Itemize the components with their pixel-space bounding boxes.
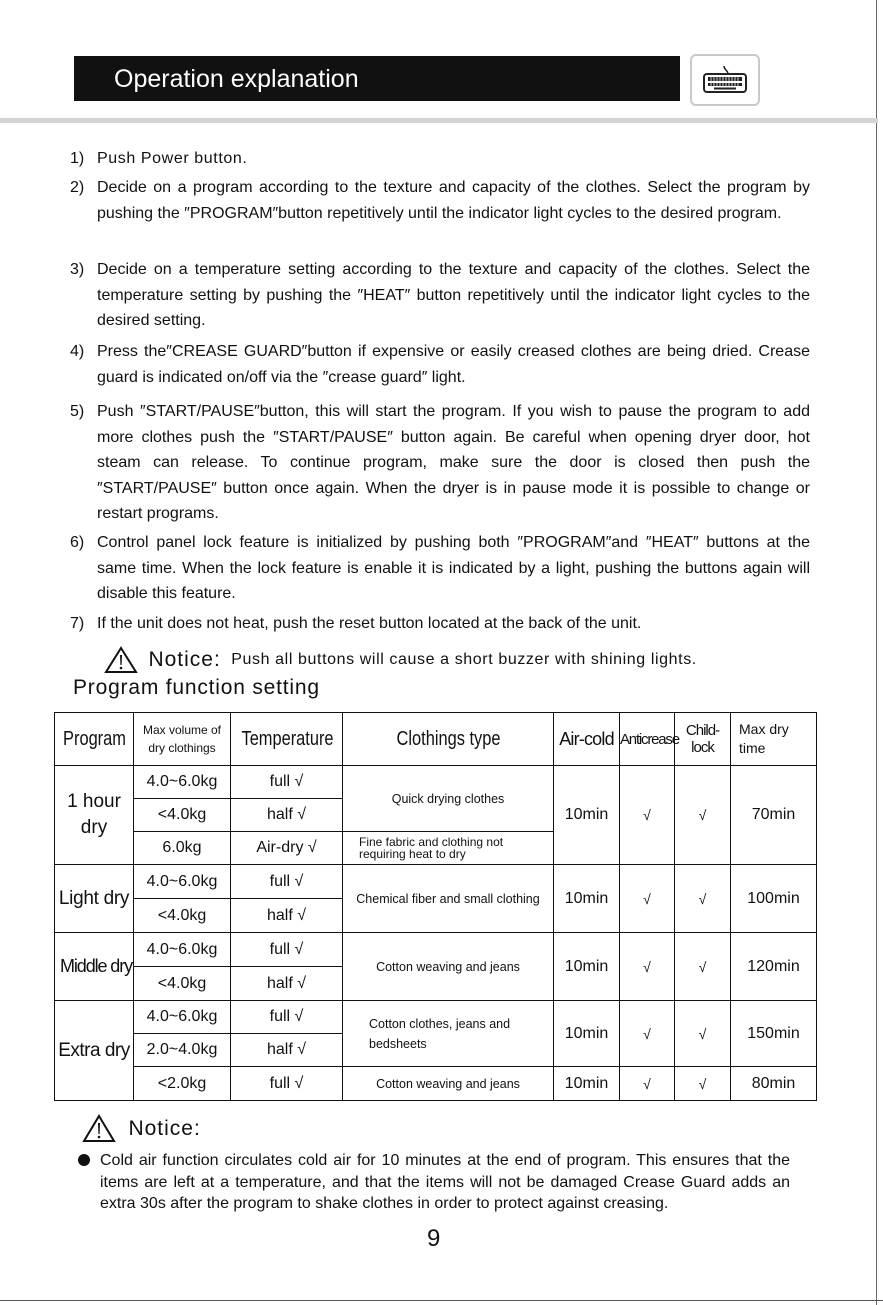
keyboard-icon [702,64,748,94]
header-temperature: Temperature [241,713,333,766]
max-dry-time-cell: 150min [731,1001,817,1067]
child-lock-check: √ [675,865,731,933]
table-header-row [55,713,817,766]
table-row [55,766,817,799]
step-text: Push Power button. [97,150,248,167]
child-lock-check: √ [675,766,731,865]
step-1 [70,146,810,172]
anticrease-check: √ [620,1067,675,1101]
header-max-volume: Max volume of dry clothings [134,713,231,766]
step-text: Push ″START/PAUSE″button, this will start the program. If you wish to pause the program to add more clothes push the ″START/PAUSE″ button again. Be careful when opening dryer door, hot steam can release. To continue program, make sure the door is closed then push the ″START/PAUSE″ button once again. When the dryer is in pause mode it is possible to change or restart programs. [97,403,810,522]
notice-text: Cold air function circulates cold air for 10 minutes at the end of program. This ensures that the items are left at a temperature, and that the items will not be damaged Crease Guard adds an extra 30s after the program to shake clothes in order to protect against creasing. [100,1152,790,1212]
child-lock-check: √ [675,1067,731,1101]
step-6 [70,530,810,607]
weight-cell: 4.0~6.0kg [134,865,231,899]
temp-cell: full √ [231,933,343,967]
weight-cell: 4.0~6.0kg [134,933,231,967]
table-row [55,933,817,967]
notice-label: Notice: [128,1117,201,1140]
clothing-cell: Cotton clothes, jeans and bedsheets [343,1001,554,1067]
keyboard-icon-frame [690,54,760,106]
header-program: Program [62,713,127,766]
weight-cell: <4.0kg [134,967,231,1001]
air-cold-cell: 10min [554,1067,620,1101]
step-5 [70,399,810,527]
child-lock-check: √ [675,933,731,1001]
temp-cell: full √ [231,1001,343,1034]
notice-buttons [104,646,697,676]
step-4 [70,339,810,390]
header-child-lock: Child-lock [675,713,731,766]
page-bottom-line [0,1300,883,1301]
max-dry-time-cell: 70min [731,766,817,865]
step-text: Decide on a program according to the texture and capacity of the clothes. Select the program by pushing the ″PROGRAM″button repetitively until the indicator light cycles to the desired program. [97,179,810,222]
bullet-icon [78,1154,90,1166]
max-dry-time-cell: 100min [731,865,817,933]
air-cold-cell: 10min [554,1001,620,1067]
section-header [74,56,680,101]
max-dry-time-cell: 80min [731,1067,817,1101]
step-3 [70,257,810,334]
weight-cell: 6.0kg [134,832,231,865]
page-title: Operation explanation [114,65,359,93]
anticrease-check: √ [620,766,675,865]
step-text: Decide on a temperature setting according to the texture and capacity of the clothes. Select the temperature setting by pushing the ″HEAT″ button repetitively until the indicator light cycles to the desired setting. [97,261,810,329]
temp-cell: full √ [231,766,343,799]
temp-cell: half √ [231,799,343,832]
weight-cell: 2.0~4.0kg [134,1034,231,1067]
air-cold-cell: 10min [554,933,620,1001]
program-table [54,712,817,1101]
weight-cell: <4.0kg [134,799,231,832]
air-cold-cell: 10min [554,766,620,865]
weight-cell: 4.0~6.0kg [134,766,231,799]
step-number: 1) [70,150,85,167]
step-number: 5) [70,403,85,420]
step-number: 2) [70,179,85,196]
table-row [55,865,817,899]
table-row [55,1001,817,1034]
anticrease-check: √ [620,1001,675,1067]
step-number: 7) [70,615,85,632]
header-divider [0,118,878,123]
table-row [55,1067,817,1101]
program-middle-dry: Middle dry [55,933,134,1001]
warning-icon [104,646,138,674]
anticrease-check: √ [620,865,675,933]
temp-cell: half √ [231,899,343,933]
header-clothings-type: Clothings type [361,713,534,766]
step-text: If the unit does not heat, push the reset button located at the back of the unit. [97,615,642,632]
header-anticrease: Anticrease [620,713,675,766]
max-dry-time-cell: 120min [731,933,817,1001]
step-text: Control panel lock feature is initialized by pushing both ″PROGRAM″and ″HEAT″ buttons at the same time. When the lock feature is enable it is indicated by a light, pushing the buttons again will disable this feature. [97,534,810,602]
warning-icon [82,1114,116,1144]
clothing-cell: Quick drying clothes [343,766,554,832]
notice-label: Notice: [148,648,221,671]
weight-cell: <2.0kg [134,1067,231,1101]
weight-cell: 4.0~6.0kg [134,1001,231,1034]
temp-cell: full √ [231,865,343,899]
header-max-dry-time: Max dry time [731,713,817,766]
clothing-cell: Chemical fiber and small clothing [343,865,554,933]
temp-cell: half √ [231,1034,343,1067]
clothing-cell: Cotton weaving and jeans [343,1067,554,1101]
step-number: 3) [70,261,85,278]
page-edge-line [876,0,877,1305]
temp-cell: full √ [231,1067,343,1101]
temp-cell: Air-dry √ [231,832,343,865]
weight-cell: <4.0kg [134,899,231,933]
program-light-dry: Light dry [55,865,134,933]
clothing-cell: Cotton weaving and jeans [343,933,554,1001]
clothing-cell: Fine fabric and clothing not requiring heat to dry [343,832,554,865]
step-number: 4) [70,343,85,360]
header-air-cold: Air-cold [554,713,620,766]
program-1-hour-dry: 1 hour dry [55,766,134,865]
step-7 [70,611,810,637]
notice-cold-air [82,1114,201,1144]
step-text: Press the″CREASE GUARD″button if expensive or easily creased clothes are being dried. Crease guard is indicated on/off via the ″crease guard″ light. [97,343,810,386]
anticrease-check: √ [620,933,675,1001]
page-number: 9 [427,1225,441,1252]
step-number: 6) [70,534,85,551]
child-lock-check: √ [675,1001,731,1067]
section-title: Program function setting [73,676,320,699]
notice-text: Push all buttons will cause a short buzzer with shining lights. [231,651,697,668]
program-extra-dry: Extra dry [55,1001,134,1101]
step-2 [70,175,810,226]
air-cold-cell: 10min [554,865,620,933]
temp-cell: half √ [231,967,343,1001]
